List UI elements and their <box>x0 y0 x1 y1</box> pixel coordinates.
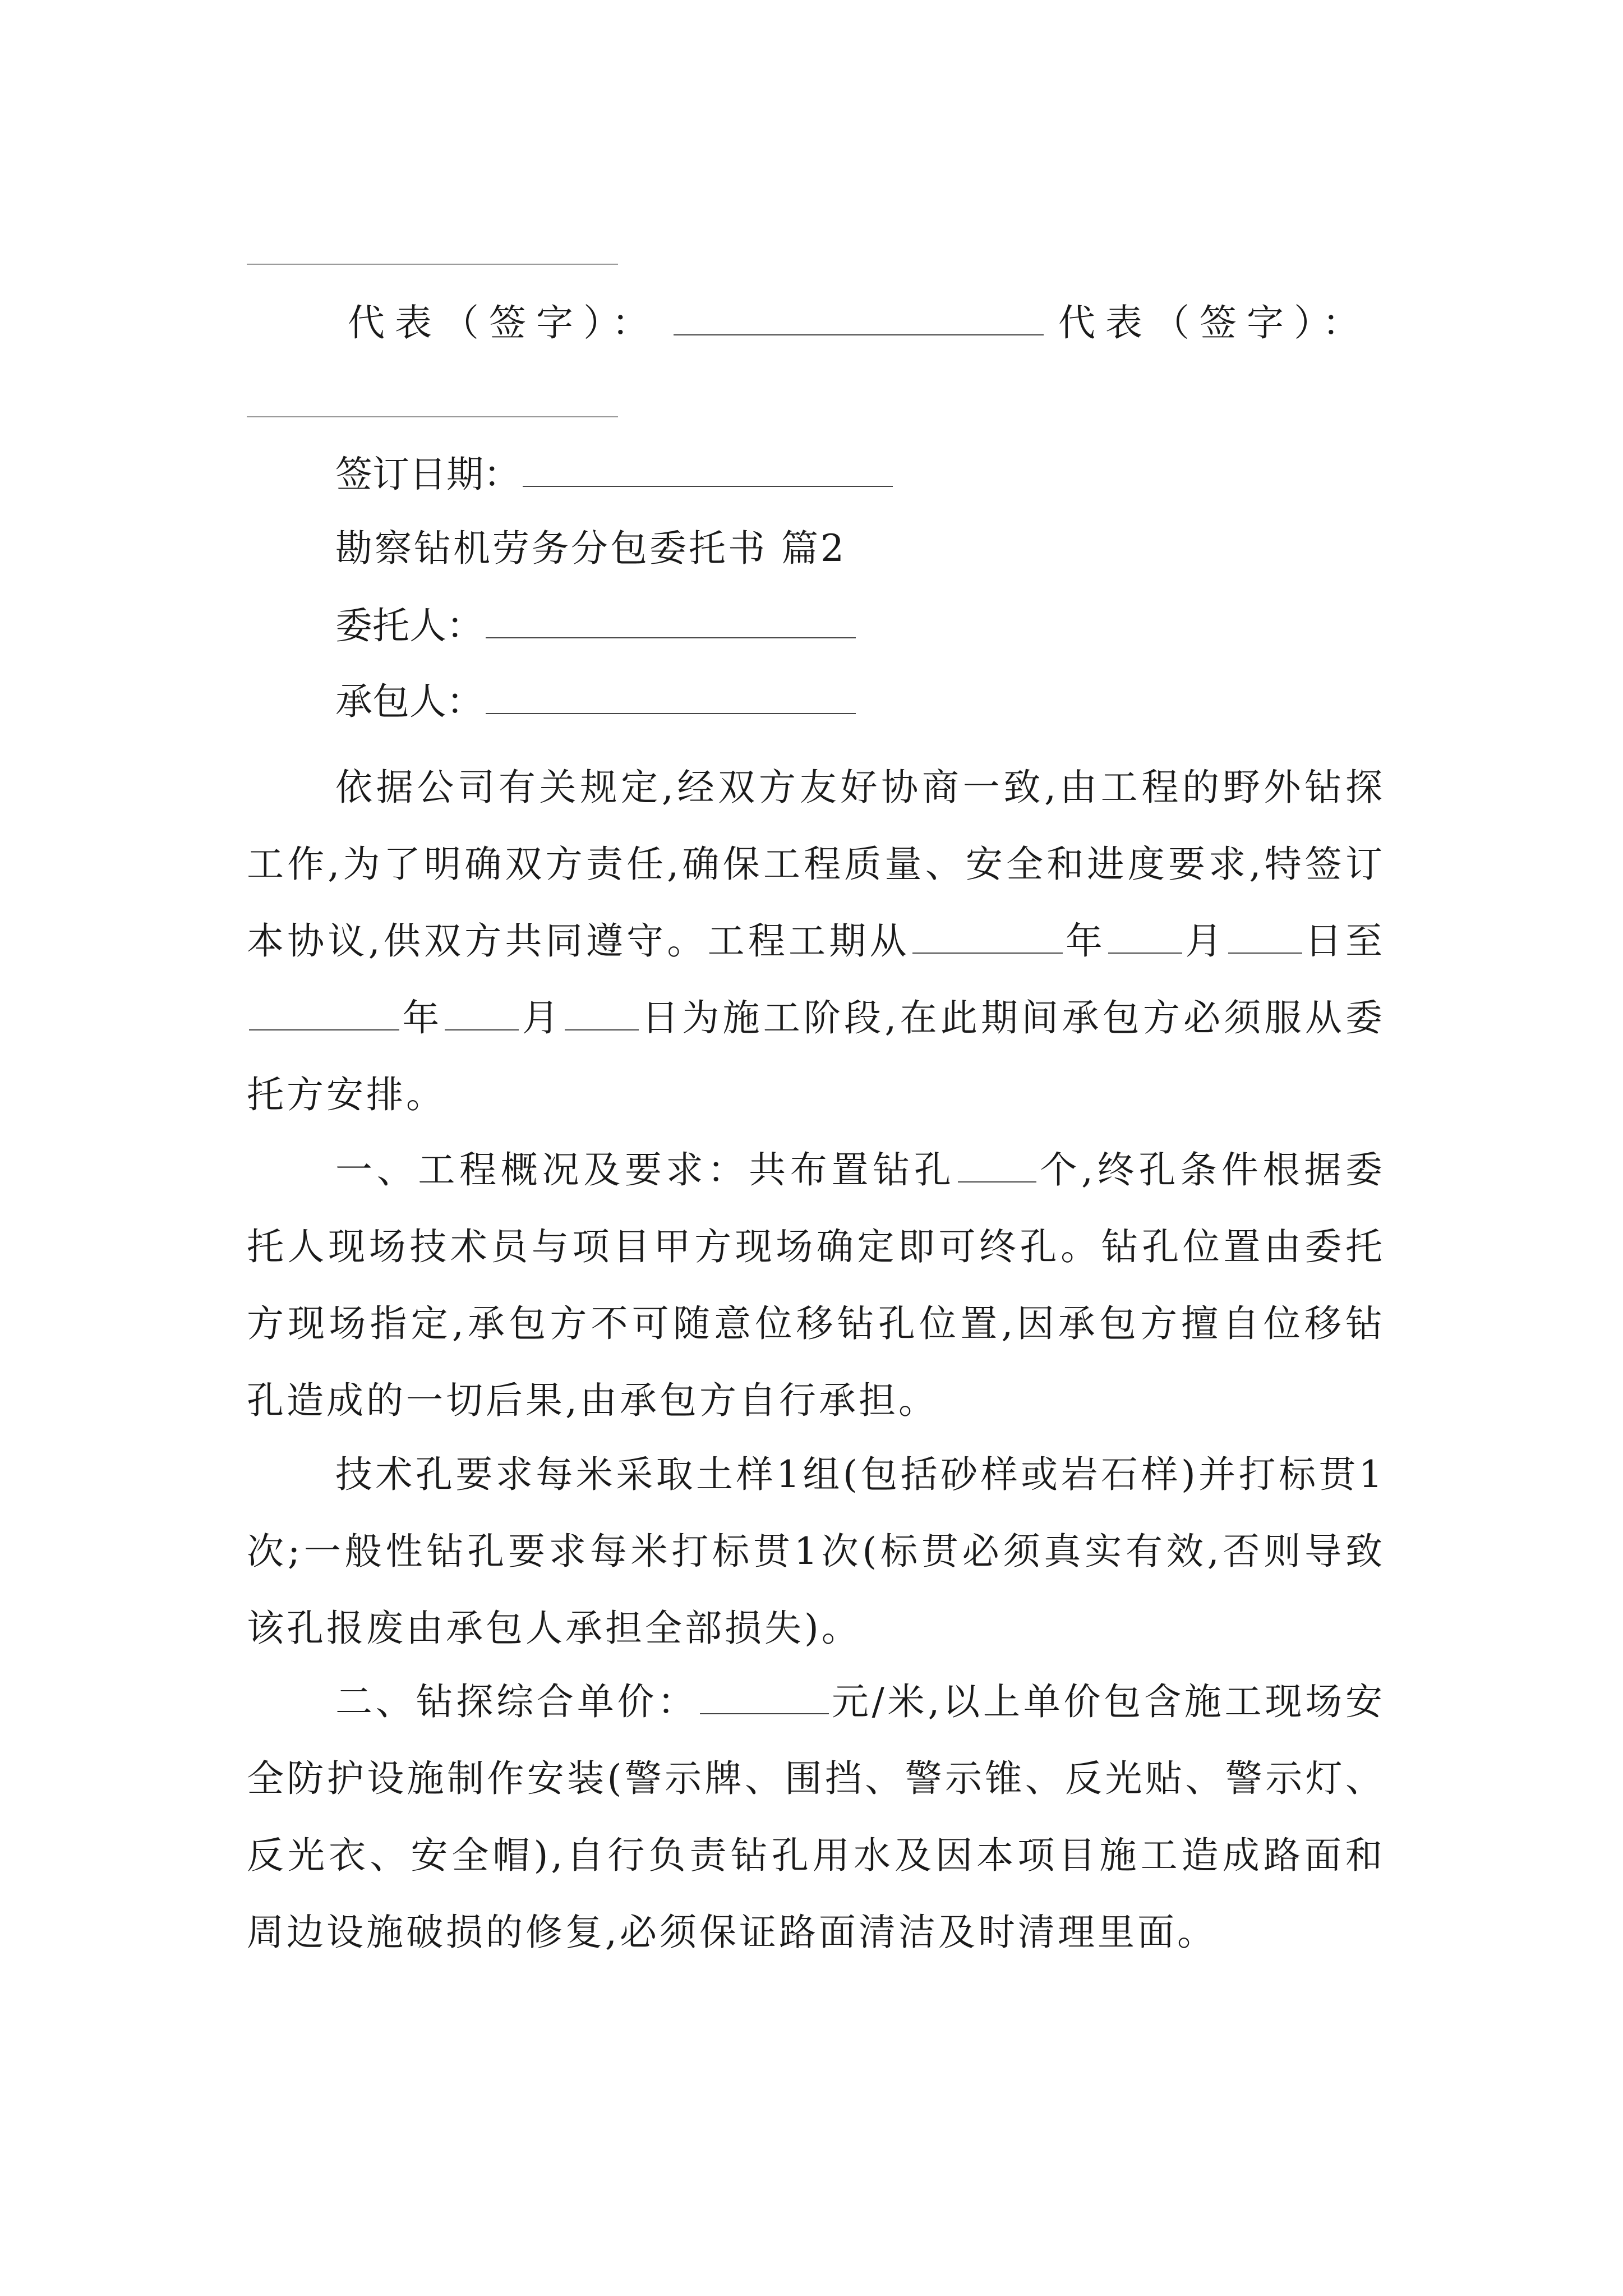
technical-hole-paragraph <box>247 1436 1385 1667</box>
unit-price-blank <box>700 1681 829 1714</box>
sign-date-row <box>335 453 895 496</box>
sign-date-label: 签订日期： <box>335 453 520 496</box>
intro-text-a: 依据公司有关规定,经双方友好协商一致,由工程的野外钻探工作,为了明确双方责任,确保工程质量、安全和进度要求,特签订本协议,供双方共同遵守。工程工期从 <box>247 766 1385 963</box>
start-day-blank <box>1228 920 1302 954</box>
sign-date-blank <box>523 454 893 487</box>
rep-label-left: 代表（签字）： <box>348 301 659 344</box>
contractor-label: 承包人： <box>335 680 483 723</box>
sec2-text-b: 元/米,以上单价包含施工现场安全防护设施制作安装(警示牌、围挡、警示锥、反光贴、警示灯、反光衣、安全帽),自行负责钻孔用水及因本项目施工造成路面和周边设施破损的修复,必须保证路面清洁及时清理里面。 <box>247 1680 1386 1954</box>
rep-label-right: 代表（签字）： <box>1058 301 1370 344</box>
intro-text-d: 日至 <box>1304 919 1385 963</box>
intro-text-c: 月 <box>1184 919 1226 963</box>
signature-line-top <box>247 264 618 265</box>
rep-signature-blank <box>674 303 1044 335</box>
sec1-text-a: 一、工程概况及要求：共布置钻孔 <box>335 1148 956 1191</box>
client-row <box>335 606 858 645</box>
representative-signature-row <box>348 303 1370 342</box>
intro-text-b: 年 <box>1064 919 1106 963</box>
intro-text-e: 年 <box>402 996 443 1039</box>
contractor-blank <box>486 682 856 714</box>
start-year-blank <box>912 920 1063 954</box>
intro-paragraph <box>247 749 1385 1133</box>
signature-line-right-continued <box>247 416 618 417</box>
client-blank <box>486 606 856 638</box>
section-1-paragraph <box>247 1131 1385 1439</box>
end-month-blank <box>445 997 519 1030</box>
start-month-blank <box>1108 920 1182 954</box>
borehole-count-blank <box>958 1149 1036 1182</box>
end-year-blank <box>249 997 399 1030</box>
intro-text-f: 月 <box>521 996 562 1039</box>
section-2-paragraph <box>247 1663 1385 1971</box>
end-day-blank <box>565 997 639 1030</box>
section-title: 勘察钻机劳务分包委托书 篇2 <box>335 527 846 570</box>
sec1-tech-text: 技术孔要求每米采取土样1组(包括砂样或岩石样)并打标贯1次;一般性钻孔要求每米打标贯1次(标贯必须真实有效,否则导致该孔报废由承包人承担全部损失)。 <box>247 1453 1385 1650</box>
intro-text-g: 日为施工阶段,在此期间承包方必须服从委托方安排。 <box>247 996 1385 1116</box>
sec2-text-a: 二、钻探综合单价： <box>335 1680 698 1723</box>
client-label: 委托人： <box>335 604 483 647</box>
contractor-row <box>335 680 858 723</box>
sec1-text-b: 个,终孔条件根据委托人现场技术员与项目甲方现场确定即可终孔。钻孔位置由委托方现场指定,承包方不可随意位移钻孔位置,因承包方擅自位移钻孔造成的一切后果,由承包方自行承担。 <box>247 1148 1386 1422</box>
